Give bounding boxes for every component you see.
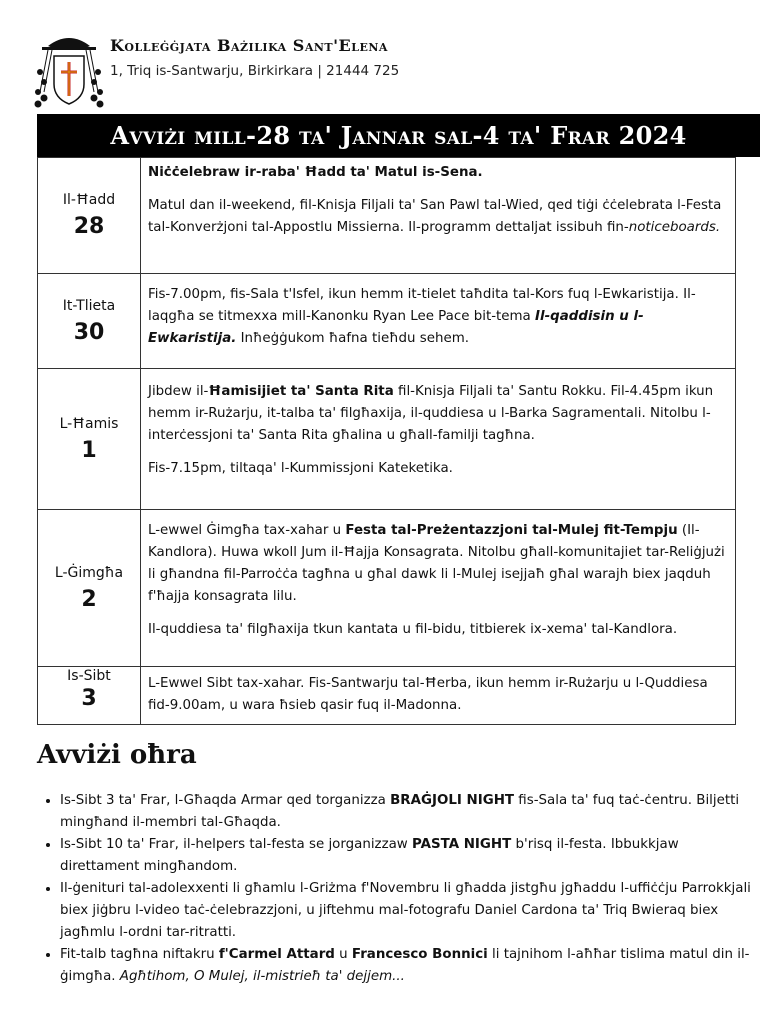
notice-text: (Il-Kandlora). Huwa wkoll Jum il-Ħajja Konsagrata. Nitolbu għall-komunitajiet tar-Reliġjużi li għandna fil-Parroċċa tagħna u għal dawk li l-Mulej isejjaħ għal warajh biex jaqduh f'ħajja konsagrata lilu.	[148, 523, 725, 604]
notice-text: u	[334, 947, 352, 962]
list-item	[60, 878, 760, 944]
notices-title-banner	[37, 114, 760, 157]
notice-text: Is-Sibt 3 ta' Frar, l-Għaqda Armar qed torganizza	[60, 793, 391, 808]
day-notices	[141, 158, 736, 274]
day-cell	[38, 667, 141, 725]
list-item	[60, 790, 760, 834]
letterhead	[30, 30, 750, 110]
notice-text: fis-Sala ta' fuq taċ-ċentru. Biljetti mingħand il-membri tal-Għaqda.	[60, 793, 740, 830]
notice-theme: Il-qaddisin u l-Ewkaristija.	[148, 309, 644, 346]
prayer-text: Agħtihom, O Mulej, il-mistrieħ ta' dejjem...	[119, 969, 405, 984]
notice-text: Matul dan il-weekend, fil-Knisja Filjali ta' San Pawl tal-Wied, qed tiġi ċċelebrata l-Festa tal-Konverżjoni tal-Appostlu Missierna. Il-programm dettaljat issibuh fin-	[148, 198, 722, 235]
notice-text: Fis-7.15pm, tiltaqa' l-Kummissjoni Kateketika.	[148, 461, 453, 476]
day-number: 2	[81, 586, 97, 612]
day-cell	[38, 510, 141, 667]
day-number: 28	[73, 214, 105, 239]
day-name: Il-Ħadd	[62, 192, 116, 208]
notices-title: Avviżi mill-28 ta' Jannar sal-4 ta' Frar 2024	[110, 121, 687, 150]
notice-text: Il-ġenituri tal-adolexxenti li għamlu l-Griżma f'Novembru li għadda jistgħu jgħaddu l-uffiċċju Parrokkjali biex jiġbru l-video taċ-ċelebrazzjoni, u jiftehmu mal-fotografu Daniel Cardona ta' Triq Bwieraq biex jagħmlu l-ordni tar-ritratti.	[60, 881, 751, 940]
day-notices	[141, 274, 736, 369]
other-notices-list	[36, 790, 760, 988]
day-cell	[38, 274, 141, 369]
notice-text: b'risq il-festa. Ibbukkjaw direttament mingħandom.	[60, 837, 679, 874]
notice-text: Il-quddiesa ta' filgħaxija tkun kantata u fil-bidu, titbierek ix-xema' tal-Kandlora.	[148, 622, 678, 637]
notice-text: Fit-talb tagħna niftakru	[60, 947, 219, 962]
notice-text: fil-Knisja Filjali ta' Santu Rokku. Fil-4.45pm ikun hemm ir-Rużarju, it-talba ta' filgħaxija, il-quddiesa u l-Barka Sagramentali. Nitolbu l-interċessjoni ta' Santa Rita għalina u għall-familji tagħna.	[148, 384, 714, 443]
notice-highlight: PASTA NIGHT	[412, 837, 512, 852]
notice-highlight: Ħamisijiet ta' Santa Rita	[208, 384, 394, 399]
list-item	[60, 944, 760, 988]
table-row	[38, 667, 736, 725]
notice-text: Fis-7.00pm, fis-Sala t'Isfel, ikun hemm it-tielet taħdita tal-Kors fuq l-Ewkaristija. Il-laqgħa se titmexxa mill-Kanonku Ryan Lee Pace bit-tema	[148, 287, 696, 324]
day-number: 30	[73, 319, 105, 345]
day-notices	[141, 510, 736, 667]
day-number: 3	[81, 686, 97, 711]
notice-text: li tajnihom l-aħħar tislima matul din il-ġimgħa.	[60, 947, 750, 984]
notice-highlight: Francesco Bonnici	[351, 947, 488, 962]
notice-text: Jibdew il-	[148, 384, 209, 399]
notice-text: L-ewwel Ġimgħa tax-xahar u	[148, 523, 346, 538]
notice-heading: Niċċelebraw ir-raba' Ħadd ta' Matul is-Sena.	[148, 165, 483, 180]
other-notices-heading: Avviżi oħra	[37, 740, 197, 770]
table-row	[38, 274, 736, 369]
coat-of-arms-icon	[34, 32, 104, 112]
day-cell	[38, 369, 141, 510]
day-name: Is-Sibt	[67, 668, 111, 684]
notice-highlight: f'Carmel Attard	[218, 947, 335, 962]
notice-text: L-Ewwel Sibt tax-xahar. Fis-Santwarju tal-Ħerba, ikun hemm ir-Rużarju u l-Quddiesa fid-9.00am, u wara ħsieb qasir fuq il-Madonna.	[148, 676, 708, 713]
parish-address: 1, Triq is-Santwarju, Birkirkara | 21444 725	[110, 63, 400, 79]
notice-text: Is-Sibt 10 ta' Frar, il-helpers tal-festa se jorganizzaw	[60, 837, 413, 852]
notice-text-italic: noticeboards.	[628, 220, 721, 235]
day-name: L-Ġimgħa	[54, 564, 124, 581]
table-row	[38, 158, 736, 274]
day-name: It-Tlieta	[62, 297, 116, 314]
day-number: 1	[81, 437, 97, 463]
list-item	[60, 834, 760, 878]
notice-highlight: Festa tal-Preżentazzjoni tal-Mulej fit-Tempju	[345, 523, 678, 538]
parish-name: Kolleġġjata Bażilika Sant'Elena	[110, 36, 388, 55]
weekly-schedule-table	[37, 157, 736, 725]
day-cell	[38, 158, 141, 274]
day-notices	[141, 667, 736, 725]
notice-highlight: BRAĠJOLI NIGHT	[390, 793, 515, 808]
table-row	[38, 369, 736, 510]
notice-text: Inħeġġukom ħafna tieħdu sehem.	[236, 331, 469, 346]
table-row	[38, 510, 736, 667]
day-name: L-Ħamis	[59, 415, 119, 432]
day-notices	[141, 369, 736, 510]
